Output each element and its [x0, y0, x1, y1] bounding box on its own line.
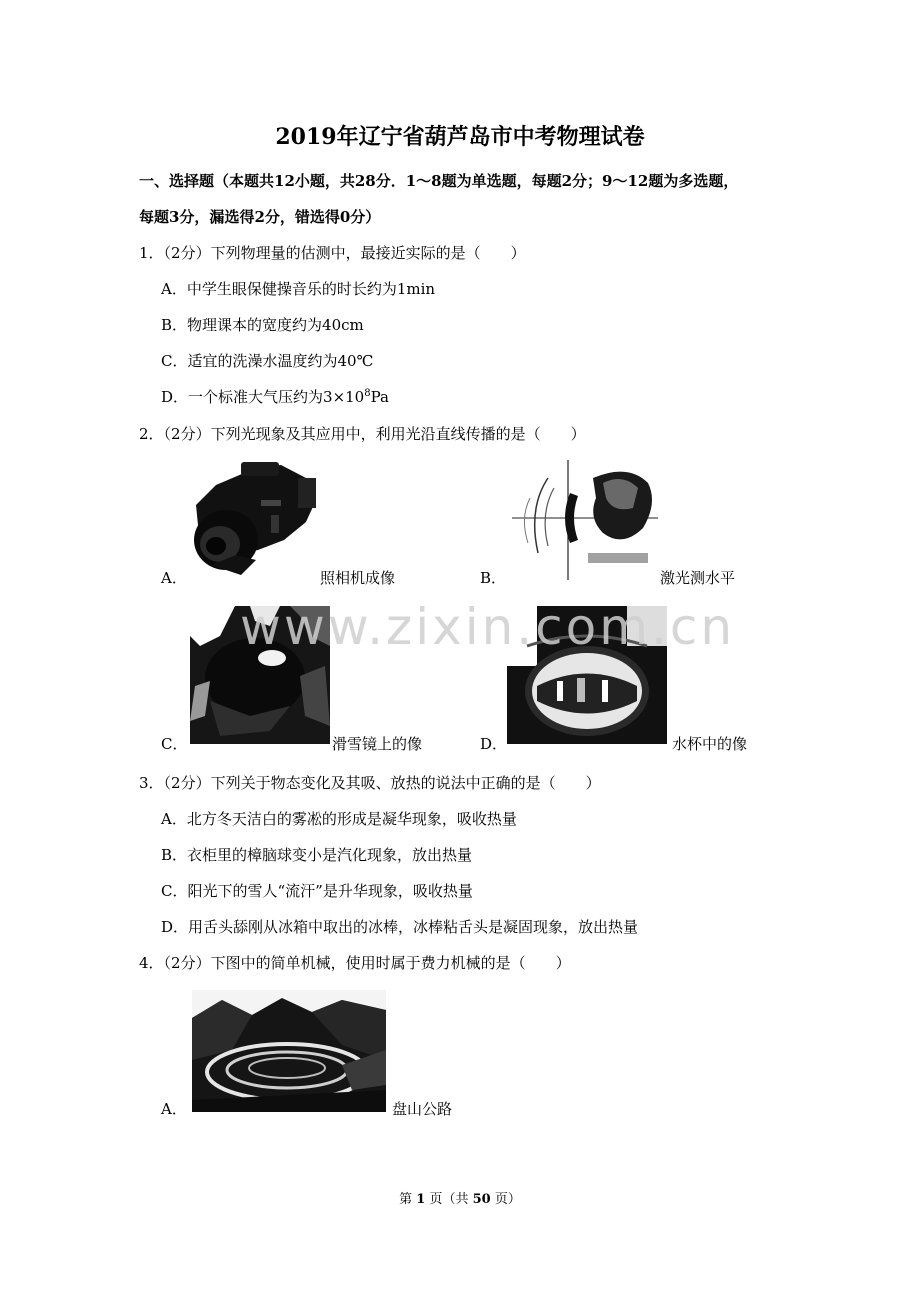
footer-mid: 页（共	[429, 1192, 469, 1207]
question-1-option-a: A．中学生眼保健操音乐的时长约为1min	[161, 280, 436, 298]
footer-pre: 第	[399, 1192, 413, 1207]
footer-post: 页）	[494, 1192, 521, 1207]
page-title: 2019年辽宁省葫芦岛市中考物理试卷	[275, 124, 645, 150]
option-d-text: D．一个标准大气压约为3×10	[161, 388, 365, 406]
question-3-stem: 3．（2分）下列关于物态变化及其吸、放热的说法中正确的是（ ）	[139, 774, 601, 792]
question-4-option-a-caption: 盘山公路	[392, 1100, 453, 1118]
question-2-option-d-letter: D．	[480, 735, 508, 753]
question-2-option-c-caption: 滑雪镜上的像	[332, 735, 423, 753]
question-1-stem: 1．（2分）下列物理量的估测中，最接近实际的是（ ）	[139, 244, 526, 262]
camera-image	[186, 460, 322, 582]
watermark: www.zixin.com.cn	[240, 598, 736, 656]
section-heading-line1: 一、选择题（本题共12小题，共28分．1～8题为单选题，每题2分；9～12题为多选题，	[139, 172, 739, 190]
mountain-road-image	[192, 990, 386, 1112]
question-3-option-b: B．衣柜里的樟脑球变小是汽化现象，放出热量	[161, 846, 473, 864]
laser-level-image	[508, 458, 660, 582]
question-3-option-c: C．阳光下的雪人“流汗”是升华现象，吸收热量	[161, 882, 473, 900]
question-2-option-a-letter: A．	[161, 569, 187, 587]
question-4-stem: 4．（2分）下图中的简单机械，使用时属于费力机械的是（ ）	[139, 954, 571, 972]
question-3-option-d: D．用舌头舔刚从冰箱中取出的冰棒，冰棒粘舌头是凝固现象，放出热量	[161, 918, 639, 936]
page-footer	[0, 1188, 920, 1207]
option-d-unit: Pa	[370, 388, 389, 406]
question-2-option-d-caption: 水杯中的像	[672, 735, 748, 753]
question-2-option-a-caption: 照相机成像	[320, 569, 396, 587]
option-d-exponent: 8	[364, 388, 371, 399]
section-heading-line2: 每题3分，漏选得2分，错选得0分）	[139, 208, 381, 226]
footer-total-pages: 50	[472, 1192, 491, 1207]
question-2-stem: 2．（2分）下列光现象及其应用中，利用光沿直线传播的是（ ）	[139, 425, 586, 443]
question-2-option-c-letter: C．	[161, 735, 188, 753]
question-4-option-a-letter: A．	[161, 1100, 187, 1118]
question-2-option-b-letter: B．	[480, 569, 507, 587]
question-2-option-b-caption: 激光测水平	[660, 569, 736, 587]
question-1-option-b: B．物理课本的宽度约为40cm	[161, 316, 364, 334]
footer-page-number: 1	[416, 1192, 426, 1207]
question-1-option-c: C．适宜的洗澡水温度约为40℃	[161, 352, 374, 370]
question-1-option-d	[161, 386, 389, 407]
question-3-option-a: A．北方冬天洁白的雾凇的形成是凝华现象，吸收热量	[161, 810, 517, 828]
